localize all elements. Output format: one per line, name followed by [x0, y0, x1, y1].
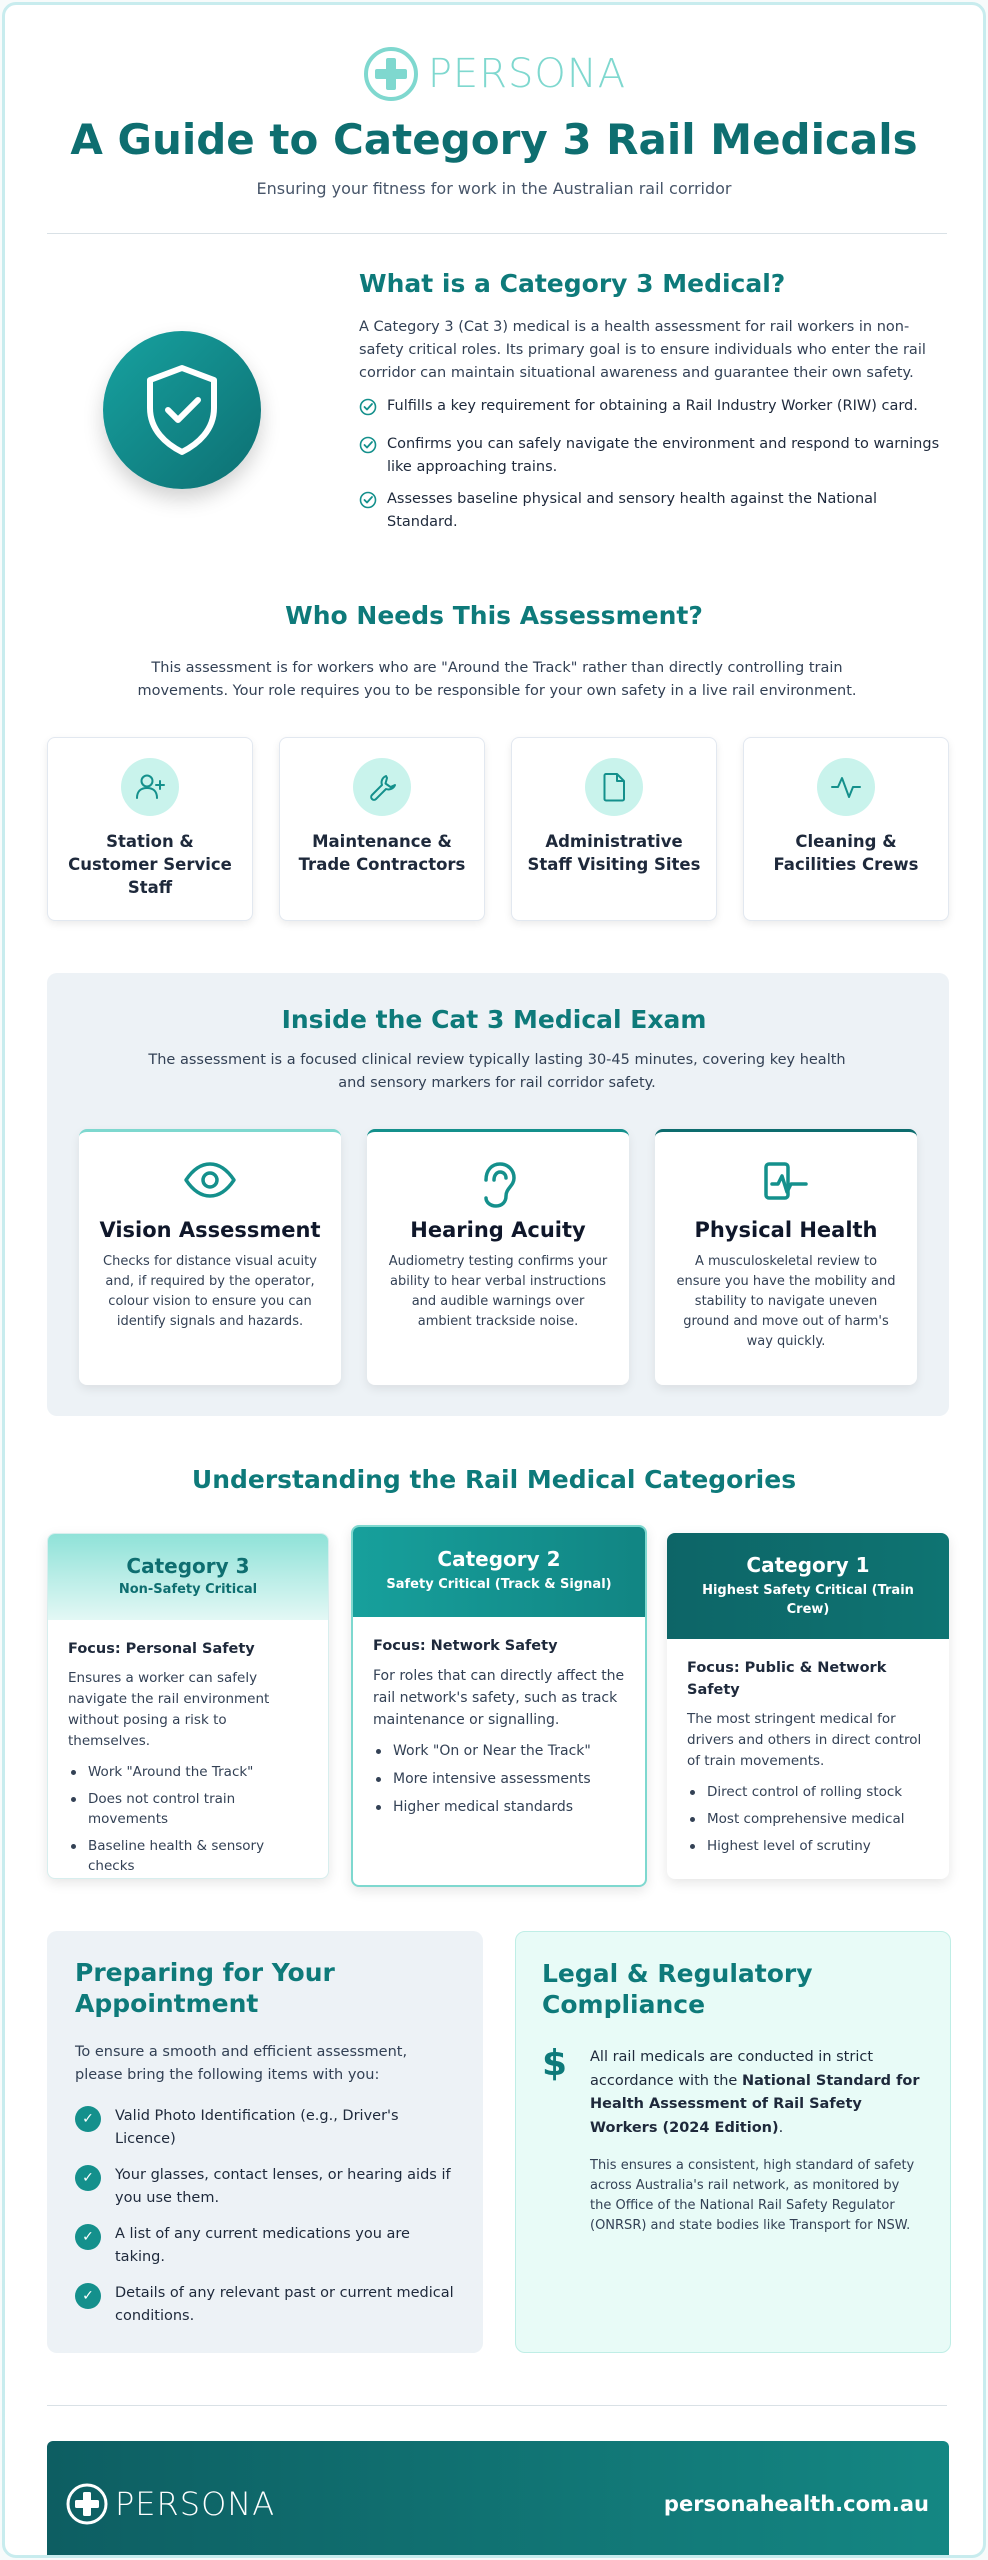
- legal-note: This ensures a consistent, high standard of safety across Australia's rail network, as monitored by the Office of the National Rail Safety Regulator (ONRSR) and state bodies like Transport for NSW.: [590, 2158, 915, 2233]
- category-body: [667, 1639, 949, 1856]
- activity-icon: [817, 758, 875, 816]
- list-item: [75, 2105, 455, 2151]
- category-focus: Focus: Network Safety: [373, 1638, 558, 1654]
- exam-desc: A musculoskeletal review to ensure you have the mobility and stability to navigate uneven ground and move out of harm's way quickly.: [676, 1254, 896, 1349]
- category-focus: Focus: Personal Safety: [68, 1641, 255, 1657]
- footer-brand-name: PERSONA: [115, 2485, 276, 2523]
- list-item: Highest level of scrutiny: [687, 1836, 929, 1856]
- category-points: [68, 1762, 308, 1876]
- category-points: [687, 1782, 929, 1856]
- exam-title: Physical Health: [694, 1218, 878, 1242]
- category-header: [48, 1534, 328, 1620]
- check-circle-icon: [359, 398, 377, 424]
- role-card: [279, 737, 485, 921]
- category-focus: Focus: Public & Network Safety: [687, 1660, 887, 1698]
- who-needs-heading: Who Needs This Assessment?: [285, 601, 703, 630]
- what-is-section: [359, 269, 949, 534]
- footer-brand: [65, 2482, 275, 2526]
- category-body: [48, 1620, 328, 1876]
- exam-card: [367, 1129, 629, 1385]
- brand-logo: [5, 45, 983, 103]
- category-card-3: [47, 1533, 329, 1879]
- check-circle-icon: [359, 491, 377, 534]
- list-item: Baseline health & sensory checks: [68, 1836, 308, 1876]
- category-name: Category 1: [746, 1553, 870, 1577]
- exam-title: Vision Assessment: [99, 1218, 321, 1242]
- exam-desc: Audiometry testing confirms your ability to hear verbal instructions and audible warnings over ambient trackside noise.: [388, 1254, 608, 1329]
- role-label: Administrative Staff Visiting Sites: [527, 832, 701, 874]
- category-card-1: [667, 1533, 949, 1879]
- legal-standard-name: National Standard for Health Assessment of Rail Safety Workers (2024 Edition): [590, 2072, 920, 2136]
- website-link[interactable]: personahealth.com.au: [663, 2492, 929, 2516]
- point-text: Assesses baseline physical and sensory health against the National Standard.: [387, 491, 878, 530]
- role-label: Station & Customer Service Staff: [68, 832, 232, 897]
- prepare-section: [47, 1931, 483, 2353]
- legal-main-suffix: .: [778, 2119, 784, 2136]
- category-desc: For roles that can directly affect the rail network's safety, such as track maintenance or signalling.: [373, 1668, 625, 1728]
- check-icon: ✓: [75, 2106, 101, 2132]
- list-item: Work "On or Near the Track": [373, 1741, 625, 1761]
- footer: [47, 2441, 949, 2558]
- category-header: [353, 1527, 645, 1617]
- legal-text: [590, 2046, 924, 2236]
- role-label: Cleaning & Facilities Crews: [773, 832, 919, 874]
- list-item: Direct control of rolling stock: [687, 1782, 929, 1802]
- page-subtitle: Ensuring your fitness for work in the Australian rail corridor: [256, 179, 732, 198]
- list-item: Higher medical standards: [373, 1797, 625, 1817]
- check-circle-icon: [359, 436, 377, 479]
- item-text: Valid Photo Identification (e.g., Driver's Licence): [115, 2108, 399, 2147]
- brand-name: PERSONA: [427, 51, 627, 97]
- eye-icon: [79, 1160, 341, 1204]
- document-icon: [585, 758, 643, 816]
- legal-main: [590, 2046, 924, 2140]
- exam-desc: Checks for distance visual acuity and, if required by the operator, colour vision to ensure you can identify signals and hazards.: [103, 1254, 317, 1329]
- list-item: [359, 488, 949, 534]
- ear-icon: [367, 1160, 629, 1204]
- medical-cross-icon: [65, 2482, 109, 2526]
- category-header: [667, 1533, 949, 1639]
- clipboard-pulse-icon: [655, 1160, 917, 1204]
- point-text: Fulfills a key requirement for obtaining a Rail Industry Worker (RIW) card.: [387, 398, 918, 414]
- exam-card: [655, 1129, 917, 1385]
- role-label: Maintenance & Trade Contractors: [298, 832, 466, 874]
- categories-heading: Understanding the Rail Medical Categories: [191, 1465, 797, 1494]
- dollar-sign-icon: $: [542, 2043, 568, 2084]
- page: [2, 2, 986, 2558]
- exam-intro: The assessment is a focused clinical review typically lasting 30-45 minutes, covering key health and sensory markers for rail corridor safety.: [148, 1052, 846, 1091]
- shield-badge: [103, 331, 261, 489]
- check-icon: ✓: [75, 2224, 101, 2250]
- item-text: A list of any current medications you are taking.: [115, 2226, 410, 2265]
- legal-main-prefix: All rail medicals are conducted in strict accordance with the: [590, 2049, 874, 2089]
- item-text: Your glasses, contact lenses, or hearing aids if you use them.: [115, 2167, 451, 2206]
- category-desc: Ensures a worker can safely navigate the rail environment without posing a risk to themselves.: [68, 1670, 270, 1749]
- list-item: Work "Around the Track": [68, 1762, 308, 1782]
- role-card: [47, 737, 253, 921]
- user-plus-icon: [121, 758, 179, 816]
- what-is-heading: What is a Category 3 Medical?: [359, 269, 786, 298]
- list-item: [75, 2164, 455, 2210]
- what-is-body: A Category 3 (Cat 3) medical is a health assessment for rail workers in non-safety critical roles. Its primary goal is to ensure individuals who enter the rail corridor can maintain situational awareness and guarantee their own safety.: [359, 319, 926, 381]
- divider: [47, 233, 947, 234]
- list-item: Most comprehensive medical: [687, 1809, 929, 1829]
- category-card-2: [351, 1525, 647, 1887]
- who-needs-intro: This assessment is for workers who are "Around the Track" rather than directly controlling train movements. Your role requires you to be responsible for your own safety in a live rail environment.: [137, 660, 857, 699]
- category-name: Category 3: [126, 1554, 250, 1578]
- exam-card: [79, 1129, 341, 1385]
- legal-content: [542, 2043, 924, 2236]
- what-is-points: [359, 395, 949, 534]
- shield-check-icon: [140, 362, 224, 458]
- item-text: Details of any relevant past or current medical conditions.: [115, 2285, 454, 2324]
- list-item: [359, 395, 949, 424]
- point-text: Confirms you can safely navigate the environment and respond to warnings like approaching trains.: [387, 436, 940, 475]
- role-card: [743, 737, 949, 921]
- check-icon: ✓: [75, 2165, 101, 2191]
- check-icon: ✓: [75, 2283, 101, 2309]
- wrench-icon: [353, 758, 411, 816]
- list-item: [75, 2282, 455, 2328]
- list-item: More intensive assessments: [373, 1769, 625, 1789]
- category-desc: The most stringent medical for drivers and others in direct control of train movements.: [687, 1711, 922, 1769]
- prepare-heading: Preparing for Your Appointment: [75, 1958, 335, 2018]
- role-card: [511, 737, 717, 921]
- medical-cross-icon: [362, 45, 420, 103]
- category-sub: Non-Safety Critical: [118, 1582, 258, 1597]
- legal-section: [515, 1931, 951, 2353]
- divider: [47, 2405, 947, 2406]
- prepare-intro: To ensure a smooth and efficient assessment, please bring the following items with you:: [75, 2044, 408, 2083]
- category-sub: Highest Safety Critical (Train Crew): [702, 1583, 914, 1617]
- category-points: [373, 1741, 625, 1817]
- list-item: Does not control train movements: [68, 1789, 308, 1829]
- category-name: Category 2: [437, 1547, 561, 1571]
- prepare-list: [75, 2105, 455, 2328]
- category-sub: Safety Critical (Track & Signal): [386, 1577, 612, 1592]
- exam-title: Hearing Acuity: [410, 1218, 586, 1242]
- list-item: [75, 2223, 455, 2269]
- exam-heading: Inside the Cat 3 Medical Exam: [281, 1005, 707, 1034]
- category-body: [353, 1617, 645, 1817]
- list-item: [359, 433, 949, 479]
- legal-heading: Legal & Regulatory Compliance: [542, 1959, 813, 2019]
- page-title: A Guide to Category 3 Rail Medicals: [70, 115, 918, 164]
